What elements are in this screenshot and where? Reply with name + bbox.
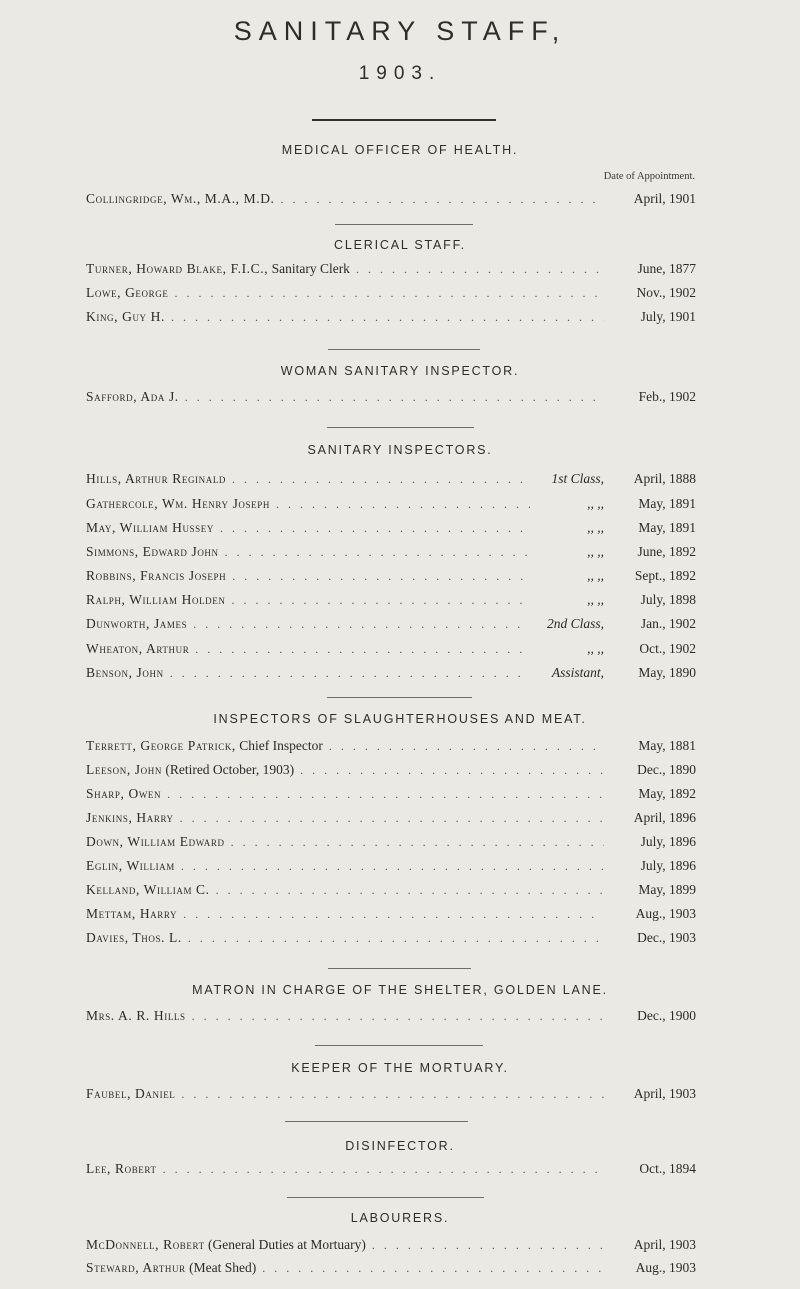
leader-dots [372, 1236, 604, 1254]
appointment-date: Oct., 1902 [639, 641, 696, 656]
staff-name: Simmons, Edward John [86, 544, 219, 559]
inspector-class: 2nd Class, [546, 616, 604, 631]
title-divider [312, 119, 496, 121]
staff-name: Down, William Edward [86, 834, 225, 849]
inspector-class: 1st Class, [551, 471, 604, 486]
staff-name: Eglin, William [86, 858, 175, 873]
staff-row [86, 567, 696, 585]
staff-name: Turner, Howard Blake, F.I.C., [86, 261, 269, 276]
staff-row [86, 664, 696, 682]
leader-dots [188, 929, 604, 947]
staff-row [86, 1236, 696, 1254]
appointment-date: July, 1896 [640, 858, 696, 873]
staff-name: McDonnell, Robert [86, 1237, 205, 1252]
staff-name: Ralph, William Holden [86, 592, 226, 607]
appointment-date: May, 1891 [638, 520, 696, 535]
staff-note: (Retired October, 1903) [165, 762, 295, 777]
inspector-class: ,, ,, [587, 568, 604, 583]
appointment-date: Sept., 1892 [634, 568, 696, 583]
appointment-date: April, 1888 [633, 471, 696, 486]
staff-row [86, 388, 696, 406]
staff-name: Lee, Robert [86, 1161, 157, 1176]
staff-row [86, 881, 696, 899]
appointment-date: June, 1892 [637, 544, 696, 559]
staff-note: Sanitary Clerk [271, 261, 350, 276]
appointment-date: Nov., 1902 [636, 285, 696, 300]
staff-row [86, 737, 696, 755]
leader-dots [167, 785, 604, 803]
inspector-class: Assistant, [551, 665, 604, 680]
appointment-date: Oct., 1894 [639, 1161, 696, 1176]
staff-name: Benson, John [86, 665, 164, 680]
leader-dots [180, 809, 604, 827]
staff-name: Steward, Arthur [86, 1260, 186, 1275]
appointment-date: Dec., 1890 [637, 762, 696, 777]
appointment-date: May, 1891 [638, 496, 696, 511]
section-divider [287, 1197, 484, 1198]
staff-name: Dunworth, James [86, 616, 188, 631]
staff-name: Davies, Thos. L. [86, 930, 182, 945]
section-divider [328, 349, 480, 350]
leader-dots [163, 1160, 604, 1178]
leader-dots [276, 495, 530, 513]
staff-row [86, 591, 696, 609]
staff-name: Collingridge, Wm., M.A., M.D. [86, 191, 275, 206]
staff-name: King, Guy H. [86, 309, 165, 324]
inspector-class: ,, ,, [587, 592, 604, 607]
section-heading-disinfector: DISINFECTOR. [345, 1139, 455, 1153]
inspector-class: ,, ,, [587, 544, 604, 559]
leader-dots [300, 761, 604, 779]
leader-dots [232, 567, 530, 585]
staff-name: Sharp, Owen [86, 786, 162, 801]
section-divider [315, 1045, 483, 1046]
section-heading-inspectors: SANITARY INSPECTORS. [307, 443, 493, 457]
staff-row [86, 615, 696, 633]
staff-row [86, 833, 696, 851]
section-heading-labourers: LABOURERS. [350, 1211, 450, 1225]
leader-dots [216, 881, 604, 899]
appointment-date: Dec., 1900 [637, 1008, 696, 1023]
staff-row [86, 905, 696, 923]
leader-dots [231, 591, 530, 609]
appointment-date: July, 1901 [640, 309, 696, 324]
leader-dots [183, 905, 604, 923]
appointment-date: April, 1896 [633, 810, 696, 825]
appointment-date: April, 1903 [633, 1237, 696, 1252]
staff-name: Lowe, George [86, 285, 169, 300]
staff-row [86, 308, 696, 326]
leader-dots [181, 857, 604, 875]
staff-row [86, 519, 696, 537]
appointment-date: May, 1881 [638, 738, 696, 753]
appointment-date: May, 1890 [638, 665, 696, 680]
inspector-class: ,, ,, [587, 520, 604, 535]
section-heading-matron: MATRON IN CHARGE OF THE SHELTER, GOLDEN LANE. [192, 983, 608, 997]
section-heading-moh: MEDICAL OFFICER OF HEALTH. [281, 143, 519, 157]
staff-name: Wheaton, Arthur [86, 641, 190, 656]
appointment-date: Feb., 1902 [638, 389, 696, 404]
leader-dots [220, 519, 530, 537]
page-year: 1903. [358, 63, 442, 84]
section-divider [285, 1121, 468, 1122]
staff-row [86, 1085, 696, 1103]
appointment-date: April, 1901 [633, 191, 696, 206]
leader-dots [262, 1259, 604, 1277]
page-title: SANITARY STAFF, [233, 16, 567, 46]
section-heading-mortuary: KEEPER OF THE MORTUARY. [291, 1061, 509, 1075]
staff-name: Safford, Ada J. [86, 389, 179, 404]
leader-dots [329, 737, 604, 755]
staff-name: Mettam, Harry [86, 906, 178, 921]
staff-name: May, William Hussey [86, 520, 214, 535]
section-divider [328, 968, 471, 969]
staff-row [86, 470, 696, 488]
section-heading-clerical: CLERICAL STAFF. [334, 238, 466, 252]
date-column-heading: Date of Appointment. [603, 171, 695, 182]
leader-dots [192, 1007, 604, 1025]
staff-name: Gathercole, Wm. Henry Joseph [86, 496, 270, 511]
staff-row [86, 284, 696, 302]
staff-row [86, 1007, 696, 1025]
staff-name: Hills, Arthur Reginald [86, 471, 227, 486]
appointment-date: May, 1892 [638, 786, 696, 801]
staff-row [86, 1160, 696, 1178]
section-heading-woman: WOMAN SANITARY INSPECTOR. [280, 364, 520, 378]
appointment-date: Jan., 1902 [640, 616, 696, 631]
leader-dots [170, 664, 530, 682]
appointment-date: June, 1877 [637, 261, 696, 276]
appointment-date: Aug., 1903 [635, 906, 696, 921]
staff-row [86, 190, 696, 208]
staff-name: Mrs. A. R. Hills [86, 1008, 186, 1023]
leader-dots [356, 260, 604, 278]
leader-dots [185, 388, 604, 406]
appointment-date: Aug., 1903 [635, 1260, 696, 1275]
staff-name: Leeson, John [86, 762, 162, 777]
staff-name: Robbins, Francis Joseph [86, 568, 227, 583]
appointment-date: May, 1899 [638, 882, 696, 897]
staff-row [86, 495, 696, 513]
staff-row [86, 857, 696, 875]
staff-row [86, 640, 696, 658]
section-heading-slaughter: INSPECTORS OF SLAUGHTERHOUSES AND MEAT. [213, 712, 587, 726]
leader-dots [181, 1085, 604, 1103]
section-divider [327, 427, 474, 428]
leader-dots [281, 190, 604, 208]
staff-row [86, 260, 696, 278]
staff-row [86, 761, 696, 779]
section-divider [327, 697, 472, 698]
section-divider [335, 224, 473, 225]
inspector-class: ,, ,, [587, 641, 604, 656]
appointment-date: July, 1896 [640, 834, 696, 849]
staff-row [86, 543, 696, 561]
appointment-date: April, 1903 [633, 1086, 696, 1101]
inspector-class: ,, ,, [587, 496, 604, 511]
staff-name: Kelland, William C. [86, 882, 210, 897]
staff-row [86, 1259, 696, 1277]
staff-name: Jenkins, Harry [86, 810, 174, 825]
leader-dots [195, 640, 530, 658]
leader-dots [232, 470, 530, 488]
staff-row [86, 809, 696, 827]
appointment-date: July, 1898 [640, 592, 696, 607]
leader-dots [193, 615, 530, 633]
staff-name: Terrett, George Patrick, [86, 738, 236, 753]
staff-name: Faubel, Daniel [86, 1086, 176, 1101]
staff-row [86, 785, 696, 803]
leader-dots [174, 284, 604, 302]
leader-dots [171, 308, 604, 326]
leader-dots [231, 833, 604, 851]
staff-row [86, 929, 696, 947]
staff-note: Chief Inspector [239, 738, 323, 753]
appointment-date: Dec., 1903 [637, 930, 696, 945]
staff-note: (Meat Shed) [189, 1260, 257, 1275]
staff-note: (General Duties at Mortuary) [208, 1237, 366, 1252]
leader-dots [225, 543, 530, 561]
